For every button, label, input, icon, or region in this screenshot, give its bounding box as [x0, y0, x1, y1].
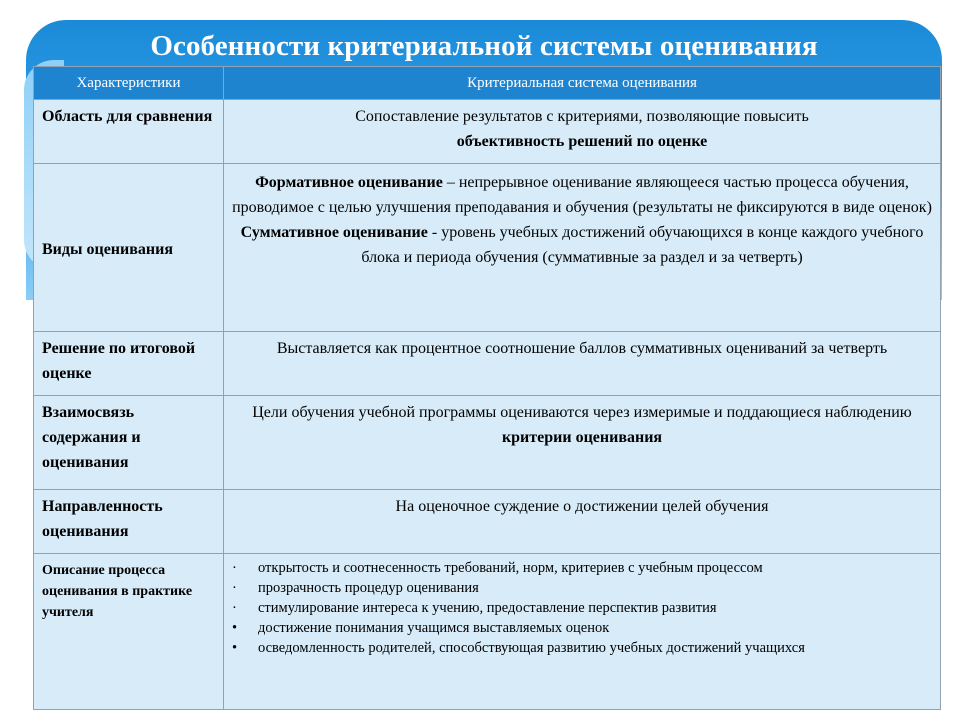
- row-value-comparison-area: [224, 100, 941, 164]
- criteria-table: [33, 66, 941, 710]
- row-label-content-relation: Взаимосвязь содержания и оценивания: [34, 396, 224, 490]
- table-row: [34, 554, 941, 710]
- summative-description: - уровень учебных достижений обучающихся в конце каждого учебного блока и периода обучения (суммативные за раздел и за четверть): [361, 224, 924, 266]
- summative-term: Суммативное оценивание: [240, 224, 428, 241]
- table-row: [34, 100, 941, 164]
- list-item-text: осведомленность родителей, способствующая развитию учебных достижений учащихся: [258, 640, 805, 656]
- table-row: [34, 164, 941, 332]
- bullet-marker: •: [232, 640, 238, 656]
- bullet-marker: ·: [232, 580, 237, 596]
- row-label-final-grade: Решение по итоговой оценке: [34, 332, 224, 396]
- slide-title: Особенности критериальной системы оценивания: [150, 30, 818, 62]
- table-row: [34, 332, 941, 396]
- formative-description: – непрерывное оценивание являющееся частью процесса обучения, проводимое с целью улучшения преподавания и обучения (результаты не фиксируются в виде оценок): [232, 174, 932, 216]
- content-relation-bold-text: критерии оценивания: [501, 429, 663, 446]
- bullet-marker: ·: [232, 600, 237, 616]
- list-item-text: стимулирование интереса к учению, предоставление перспектив развития: [258, 600, 717, 616]
- list-item: [232, 618, 934, 638]
- criteria-table-wrapper: [33, 66, 941, 710]
- row-label-assessment-direction: Направленность оценивания: [34, 490, 224, 554]
- list-item: [232, 558, 934, 578]
- row-value-assessment-direction: На оценочное суждение о достижении целей обучения: [224, 490, 941, 554]
- row-value-assessment-types: [224, 164, 941, 332]
- row-label-comparison-area: Область для сравнения: [34, 100, 224, 164]
- header-characteristics: Характеристики: [34, 67, 224, 100]
- comparison-bold-text: объективность решений по оценке: [456, 133, 708, 150]
- header-criteria-system: Критериальная система оценивания: [224, 67, 941, 100]
- list-item: [232, 638, 934, 658]
- list-item: [232, 578, 934, 598]
- row-label-teacher-practice: Описание процесса оценивания в практике учителя: [34, 554, 224, 710]
- table-header-row: [34, 67, 941, 100]
- formative-term: Формативное оценивание: [255, 174, 443, 191]
- bullet-marker: •: [232, 620, 238, 636]
- list-item-text: открытость и соотнесенность требований, норм, критериев с учебным процессом: [258, 560, 763, 576]
- comparison-text: Сопоставление результатов с критериями, позволяющие повысить: [355, 108, 809, 125]
- row-value-final-grade: Выставляется как процентное соотношение баллов суммативных оцениваний за четверть: [224, 332, 941, 396]
- table-row: [34, 490, 941, 554]
- row-value-teacher-practice: [224, 554, 941, 710]
- content-relation-text: Цели обучения учебной программы оцениваются через измеримые и поддающиеся наблюдению: [252, 404, 912, 421]
- teacher-practice-list: [224, 554, 940, 660]
- list-item: [232, 598, 934, 618]
- table-row: [34, 396, 941, 490]
- row-value-content-relation: [224, 396, 941, 490]
- list-item-text: достижение понимания учащимся выставляемых оценок: [258, 620, 610, 636]
- bullet-marker: ·: [232, 560, 237, 576]
- row-label-assessment-types: Виды оценивания: [34, 164, 224, 332]
- list-item-text: прозрачность процедур оценивания: [258, 580, 479, 596]
